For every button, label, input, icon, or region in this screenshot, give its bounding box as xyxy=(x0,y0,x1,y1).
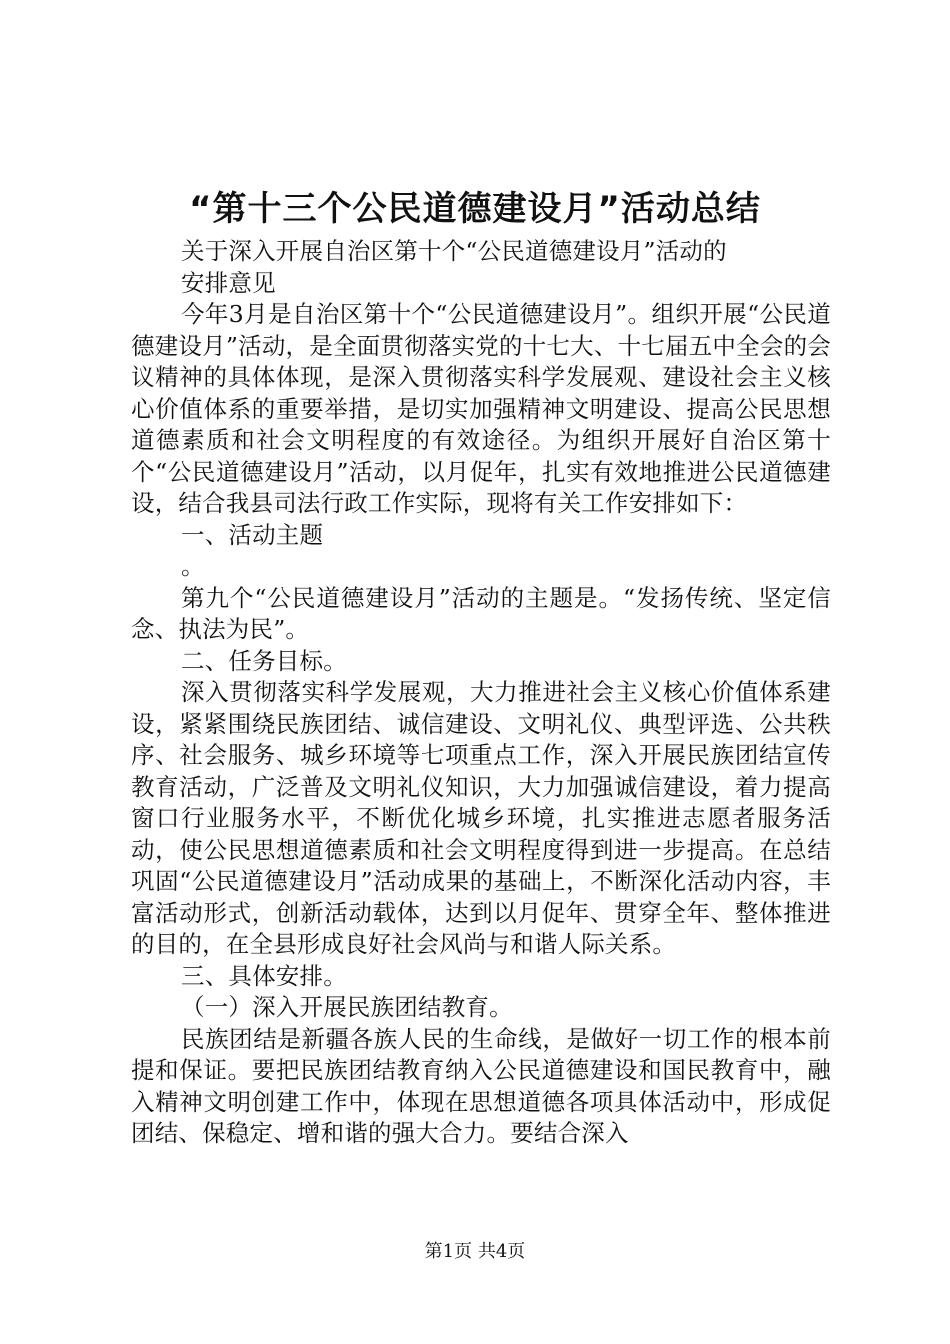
paragraph-5: 。 xyxy=(181,552,205,580)
paragraph-2: 安排意见 xyxy=(181,268,276,297)
document-title: “第十三个公民道德建设月”活动总结 xyxy=(189,189,761,229)
section-heading-3: 三、具体安排。 xyxy=(181,961,347,990)
paragraph-11: 民族团结是新疆各族人民的生命线，是做好一切工作的根本前提和保证。要把民族团结教育纳入公民道德建设和国民教育中，融入精神文明创建工作中，体现在思想道德各项具体活动中，形成促团结、保稳定、增和谐的强大合力。要结合深入 xyxy=(131,1024,831,1147)
subsection-heading-1: （一）深入开展民族团结教育。 xyxy=(181,993,513,1021)
paragraph-1: 关于深入开展自治区第十个“公民道德建设月”活动的 xyxy=(181,237,727,265)
document-body xyxy=(131,236,831,1150)
paragraph-3: 今年3月是自治区第十个“公民道德建设月”。组织开展“公民道德建设月”活动，是全面贯彻落实党的十七大、十七届五中全会的会议精神的具体体现，是深入贯彻落实科学发展观、建设社会主义核心价值体系的重要举措，是切实加强精神文明建设、提高公民思想道德素质和社会文明程度的有效途径。为组织开展好自治区第十个“公民道德建设月”活动，以月促年，扎实有效地推进公民道德建设，结合我县司法行政工作实际，现将有关工作安排如下： xyxy=(131,300,831,517)
section-heading-1: 一、活动主题 xyxy=(181,520,324,549)
paragraph-6: 第九个“公民道德建设月”活动的主题是。“发扬传统、坚定信念、执法为民”。 xyxy=(131,583,831,643)
paragraph-8: 深入贯彻落实科学发展观，大力推进社会主义核心价值体系建设，紧紧围绕民族团结、诚信建设、文明礼仪、典型评选、公共秩序、社会服务、城乡环境等七项重点工作，深入开展民族团结宣传教育活动，广泛普及文明礼仪知识，大力加强诚信建设，着力提高窗口行业服务水平，不断优化城乡环境，扎实推进志愿者服务活动，使公民思想道德素质和社会文明程度得到进一步提高。在总结巩固“公民道德建设月”活动成果的基础上，不断深化活动内容，丰富活动形式，创新活动载体，达到以月促年、贯穿全年、整体推进的目的，在全县形成良好社会风尚与和谐人际关系。 xyxy=(131,678,831,958)
page-footer: 第1页 共4页 xyxy=(424,1241,526,1262)
section-heading-2: 二、任务目标。 xyxy=(181,646,347,675)
